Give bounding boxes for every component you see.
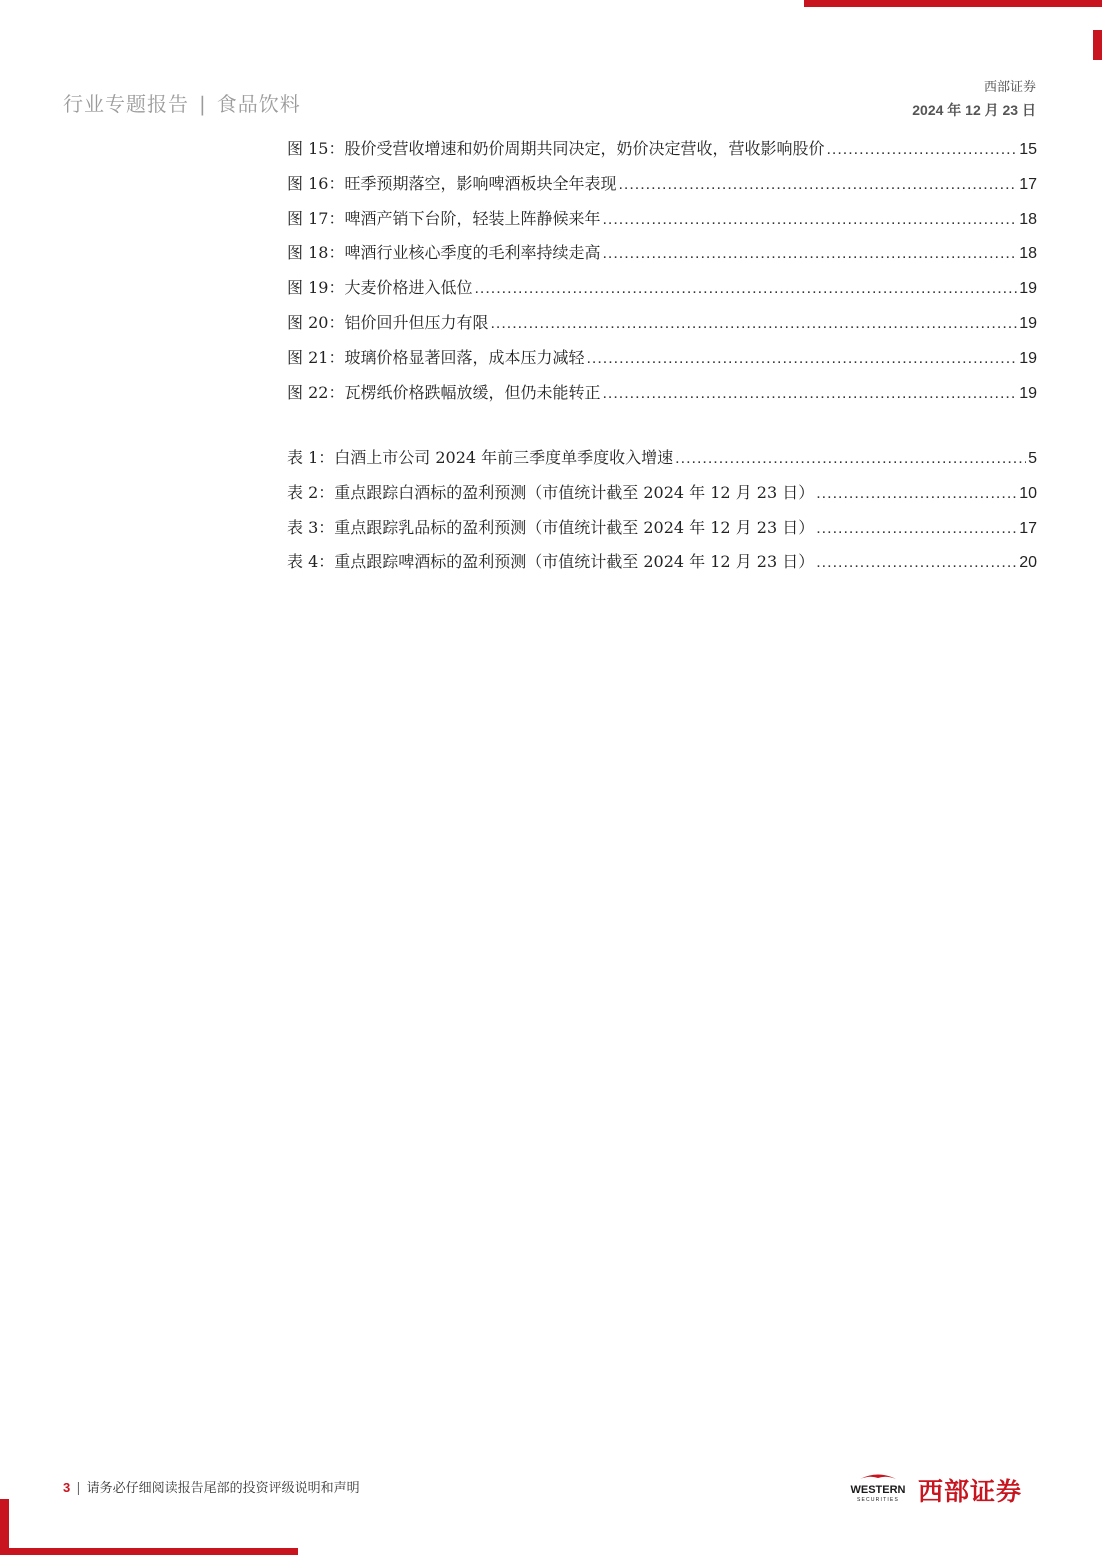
toc-page-number: 17 <box>1019 519 1037 537</box>
toc-row[interactable] <box>287 476 1037 511</box>
leader-dots <box>816 512 1017 547</box>
header-meta <box>912 76 1036 120</box>
disclaimer-text: 请务必仔细阅读报告尾部的投资评级说明和声明 <box>86 1481 360 1496</box>
leader-dots <box>618 168 1017 203</box>
company-logo <box>838 1470 1038 1510</box>
table-index <box>287 441 1037 580</box>
bull-logo-icon <box>838 1470 918 1504</box>
toc-row[interactable] <box>287 511 1037 546</box>
company-name: 西部证券 <box>983 80 1036 95</box>
toc-page-number: 19 <box>1019 280 1037 298</box>
toc-page-number: 15 <box>1019 141 1037 158</box>
toc-page-number: 10 <box>1019 484 1037 502</box>
toc-label: 图 15：股价受营收增速和奶价周期共同决定，奶价决定营收，营收影响股价 <box>287 139 825 158</box>
report-header <box>63 88 301 117</box>
toc-page-number: 19 <box>1019 384 1037 402</box>
figure-index <box>287 132 1037 410</box>
leader-dots <box>602 377 1017 412</box>
toc-row[interactable] <box>287 236 1037 271</box>
industry-name: 食品饮料 <box>216 92 301 116</box>
top-accent-notch <box>1093 30 1102 60</box>
toc-row[interactable] <box>287 376 1037 411</box>
toc-row[interactable] <box>287 441 1037 476</box>
leader-dots <box>602 203 1017 238</box>
top-accent-bar <box>804 0 1102 7</box>
logo-en-top: WESTERN <box>850 1484 906 1496</box>
toc-page-number: 18 <box>1019 245 1037 263</box>
toc-label: 图 19：大麦价格进入低位 <box>287 278 473 298</box>
toc-page-number: 18 <box>1019 210 1037 228</box>
toc-row[interactable] <box>287 132 1037 167</box>
toc-label: 图 21：玻璃价格显著回落，成本压力减轻 <box>287 347 585 367</box>
toc-row[interactable] <box>287 271 1037 306</box>
toc-page-number: 19 <box>1019 349 1037 367</box>
leader-dots <box>602 237 1017 272</box>
toc-row[interactable] <box>287 167 1037 202</box>
leader-dots <box>490 307 1017 342</box>
header-separator: | <box>199 92 207 116</box>
toc-label: 图 18：啤酒行业核心季度的毛利率持续走高 <box>287 243 601 263</box>
leader-dots <box>816 477 1017 512</box>
toc-row[interactable] <box>287 306 1037 341</box>
toc-label: 表 4：重点跟踪啤酒标的盈利预测（市值统计截至 2024 年 12 月 23 日） <box>287 552 815 572</box>
toc-page-number: 5 <box>1028 450 1037 467</box>
leader-dots <box>474 272 1017 307</box>
toc-label: 表 2：重点跟踪白酒标的盈利预测（市值统计截至 2024 年 12 月 23 日） <box>287 482 815 502</box>
logo-en-bottom: SECURITIES <box>856 1497 900 1503</box>
toc-row[interactable] <box>287 545 1037 580</box>
toc-label: 表 3：重点跟踪乳品标的盈利预测（市值统计截至 2024 年 12 月 23 日） <box>287 517 815 537</box>
leader-dots <box>675 442 1026 477</box>
toc-label: 图 22：瓦楞纸价格跌幅放缓，但仍未能转正 <box>287 382 601 402</box>
page-number: 3 <box>63 1480 71 1495</box>
report-type: 行业专题报告 <box>63 92 189 116</box>
toc-row[interactable] <box>287 202 1037 237</box>
toc-row[interactable] <box>287 341 1037 376</box>
leader-dots <box>826 133 1017 168</box>
toc-label: 图 17：啤酒产销下台阶，轻装上阵静候来年 <box>287 208 601 228</box>
logo-cn-text: 西部证券 <box>918 1477 1023 1506</box>
toc-label: 表 1：白酒上市公司 2024 年前三季度单季度收入增速 <box>287 448 674 467</box>
toc-page-number: 20 <box>1019 554 1037 572</box>
toc-label: 图 20：铝价回升但压力有限 <box>287 312 489 332</box>
bottom-accent-notch <box>0 1499 9 1555</box>
report-date: 2024 年 12 月 23 日 <box>912 102 1036 118</box>
toc-page-number: 19 <box>1019 314 1037 332</box>
bottom-accent-bar <box>0 1548 298 1555</box>
toc-label: 图 16：旺季预期落空，影响啤酒板块全年表现 <box>287 173 617 193</box>
toc-page-number: 17 <box>1019 175 1037 193</box>
footer-disclaimer <box>63 1477 360 1496</box>
footer-separator: | <box>76 1481 81 1496</box>
leader-dots <box>586 342 1017 377</box>
leader-dots <box>816 546 1017 581</box>
